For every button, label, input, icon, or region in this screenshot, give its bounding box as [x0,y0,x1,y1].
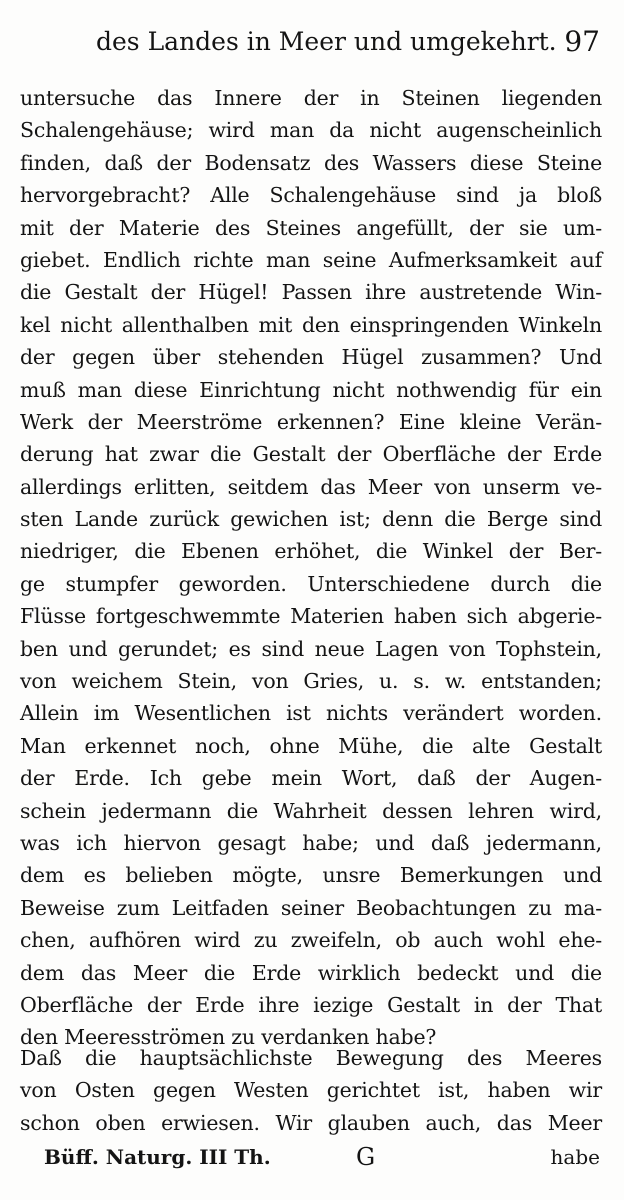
catchword: habe [550,1145,600,1169]
text-line: von Osten gegen Westen gerichtet ist, haben wir [20,1078,602,1103]
text-line: chen, aufhören wird zu zweifeln, ob auch wohl ehe- [20,928,602,953]
text-line: den Meeresströmen zu verdanken habe? [20,1025,437,1050]
running-head [96,22,600,62]
text-line: Werk der Meerströme erkennen? Eine kleine Verän- [20,409,602,434]
text-line: untersuche das Innere der in Steinen liegenden [20,86,602,110]
text-line: Schalengehäuse; wird man da nicht augenscheinlich [20,118,602,143]
text-line: hervorgebracht? Alle Schalengehäuse sind ja bloß [20,183,602,208]
text-line: Beweise zum Leitfaden seiner Beobachtungen zu ma- [20,895,602,920]
text-line: Man erkennet noch, ohne Mühe, die alte Gestalt [20,733,602,758]
text-line: was ich hiervon gesagt habe; und daß jedermann, [20,830,602,855]
text-line: der gegen über stehenden Hügel zusammen? Und [20,345,602,370]
text-line: Oberfläche der Erde ihre iezige Gestalt in der That [20,992,602,1017]
paragraph-1 [20,82,602,1054]
running-title: des Landes in Meer und umgekehrt. [96,27,557,56]
text-line: finden, daß der Bodensatz des Wassers diese Steine [20,150,602,175]
text-line: Daß die hauptsächlichste Bewegung des Meeres [20,1046,602,1070]
text-line: dem es belieben mögte, unsre Bemerkungen und [20,863,602,888]
signature-line: Büff. Naturg. III Th. [44,1145,271,1169]
text-line: allerdings erlitten, seitdem das Meer von unserm ve- [20,474,602,499]
text-line: ge stumpfer geworden. Unterschiedene durch die [20,571,602,596]
text-line: sten Lande zurück gewichen ist; denn die Berge sind [20,507,602,532]
text-line: derung hat zwar die Gestalt der Oberfläche der Erde [20,442,602,467]
text-line: schon oben erwiesen. Wir glauben auch, das Meer [20,1110,602,1135]
text-line: muß man diese Einrichtung nicht nothwendig für ein [20,377,602,402]
text-line: schein jedermann die Wahrheit dessen lehren wird, [20,798,602,823]
text-line: Allein im Wesentlichen ist nichts verändert worden. [20,701,602,726]
text-line: dem das Meer die Erde wirklich bedeckt und die [20,960,602,985]
text-line: mit der Materie des Steines angefüllt, der sie um- [20,215,602,240]
page-number: 97 [564,25,600,58]
text-line: die Gestalt der Hügel! Passen ihre austretende Win- [20,280,602,305]
text-line: giebet. Endlich richte man seine Aufmerksamkeit auf [20,247,602,272]
text-line: von weichem Stein, von Gries, u. s. w. entstanden; [20,669,602,694]
text-line: Flüsse fortgeschwemmte Materien haben sich abgerie- [20,604,602,629]
text-line: ben und gerundet; es sind neue Lagen von Tophstein, [20,636,602,661]
paragraph-2 [20,1042,602,1139]
text-line: der Erde. Ich gebe mein Wort, daß der Augen- [20,766,602,791]
text-line: niedriger, die Ebenen erhöhet, die Winkel der Ber- [20,539,602,564]
text-line: kel nicht allenthalben mit den einspringenden Winkeln [20,312,602,337]
page-footer [20,1140,602,1174]
signature-mark: G [356,1143,376,1171]
